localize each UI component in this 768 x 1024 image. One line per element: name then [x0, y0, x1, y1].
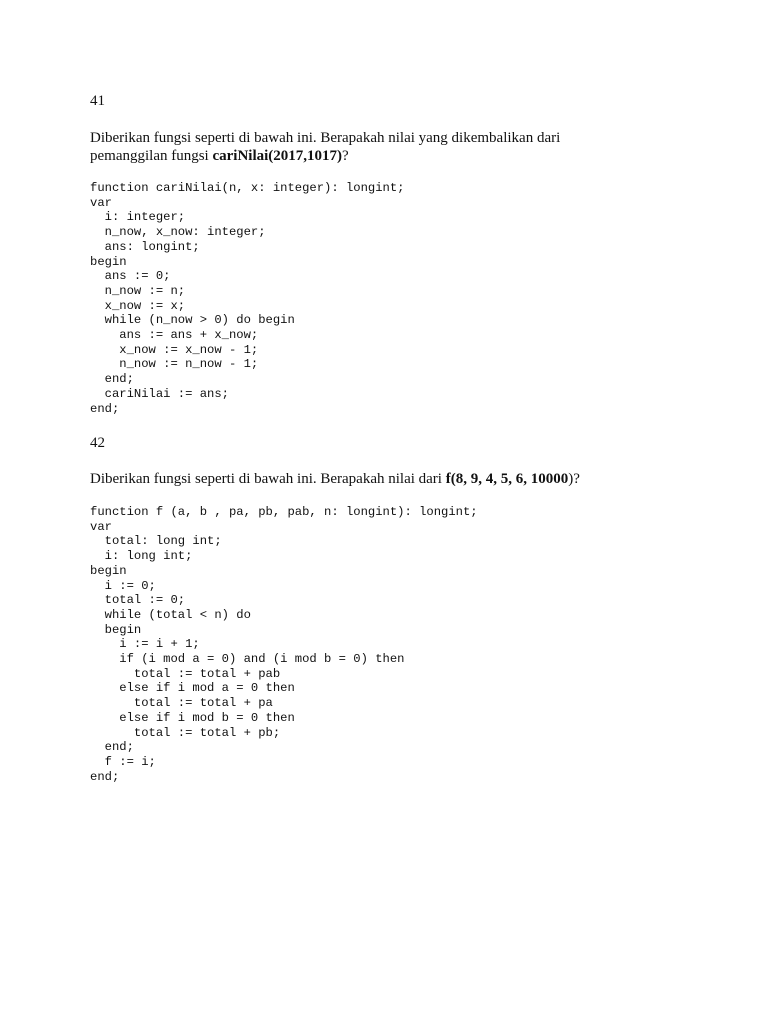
question-number-42: 42: [90, 435, 105, 451]
question-41-prompt-line-2: [90, 147, 349, 165]
question-41-prompt-prefix: pemanggilan fungsi: [90, 148, 213, 164]
question-42-prompt-prefix: Diberikan fungsi seperti di bawah ini. Berapakah nilai dari: [90, 471, 446, 487]
question-42-prompt: [90, 470, 580, 488]
question-41-prompt-text: Diberikan fungsi seperti di bawah ini. Berapakah nilai yang dikembalikan dari: [90, 130, 561, 146]
question-number-41: 41: [90, 93, 105, 109]
question-41-function-call: cariNilai(2017,1017): [212, 148, 343, 164]
question-42-prompt-suffix: )?: [568, 471, 580, 487]
question-41-prompt-line-1: [90, 129, 560, 147]
question-42-code-block: function f (a, b , pa, pb, pab, n: longint): longint; var total: long int; i: long int; begin i := 0; total := 0; while (total < n) do begin i := i + 1; if (i mod a = 0) and (i mod b = 0) then total := total + pab else if i mod a = 0 then total := total + pa else if i mod b = 0 then total := total + pb; end; f := i; end;: [90, 505, 478, 784]
question-41-prompt-suffix: ?: [342, 148, 349, 164]
question-42-function-call: f(8, 9, 4, 5, 6, 10000: [445, 471, 569, 487]
question-41-code-block: function cariNilai(n, x: integer): longint; var i: integer; n_now, x_now: integer; ans: longint; begin ans := 0; n_now := n; x_now := x; while (n_now > 0) do begin ans := ans + x_now; x_now := x_now - 1; n_now := n_now - 1; end; cariNilai := ans; end;: [90, 181, 405, 416]
